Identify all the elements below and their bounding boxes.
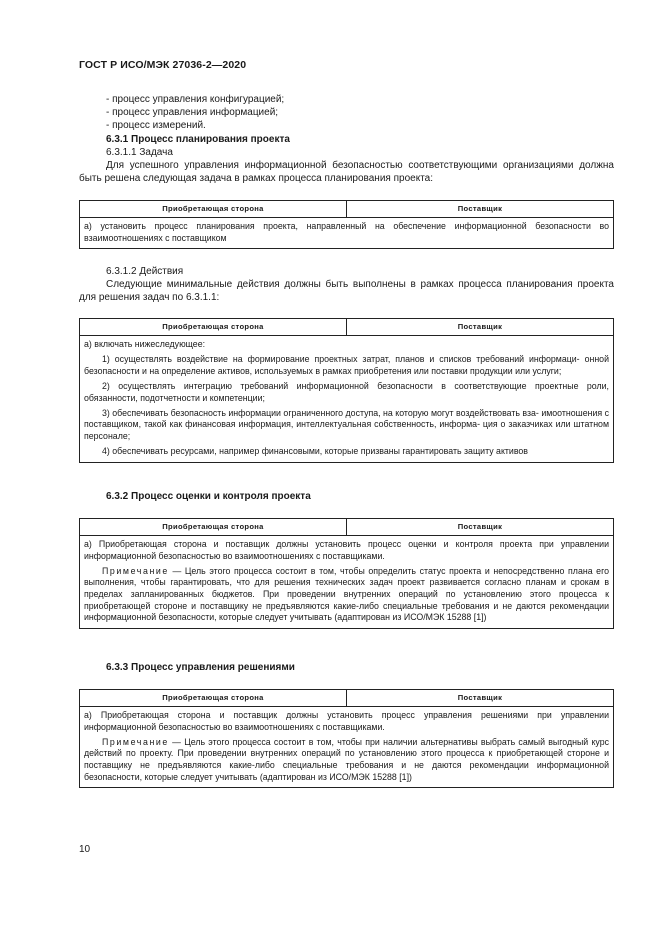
task-paragraph: Для успешного управления информационной безопасностью соответствующими организациями должна быть решена следующая задача в рамках процесса планирования проекта: — [79, 160, 614, 185]
note-text: — Цель этого процесса состоит в том, чтобы при наличии альтернативы выбрать самый выгодный курс действий по проекту. При проведении внутренних операций по установлению этого процесса к приобретающей стороне и поставщику не предъявляются какие-либо специальные требования и не даются рекомендации информационной безопасности, которые следует учитывать (адаптирован из ИСО/МЭК 15288 [1]) — [84, 736, 609, 782]
subsection-heading-task: 6.3.1.1 Задача — [106, 147, 173, 158]
note-text: — Цель этого процесса состоит в том, чтобы определить статус проекта и непосредственно плана его выполнения, чтобы гарантировать, что для решения технических задач проект развивается согласно планам и срокам в пределах запланированных бюджетов. При проведении внутренних операций по установлению этого процесса к приобретающей стороне и поставщику не предъявляются какие-либо специальные требования и не даются рекомендации информационной безопасности, которые следует учитывать (адаптирован из ИСО/МЭК 15288 [1]) — [84, 565, 609, 623]
subsection-heading-actions: 6.3.1.2 Действия — [106, 266, 184, 277]
note-label: Примечание — [102, 736, 169, 747]
list-item: 1) осуществлять воздействие на формирование проектных затрат, планов и списков требований информаци- онной безопасности и на определение активов, используемых в рамках приобретения или поставки продукции или услуги; — [84, 354, 609, 376]
table-row-text: а) Приобретающая сторона и поставщик должны установить процесс управления решениями при управлении информационной безопасностью во взаимоотношениях с поставщиками. — [84, 710, 609, 732]
table-row: а) установить процесс планирования проекта, направленный на обеспечение информационной безопасности во взаимоотношениях с поставщиком — [80, 218, 614, 249]
document-header: ГОСТ Р ИСО/МЭК 27036-2—2020 — [79, 59, 247, 71]
section-heading-6-3-2: 6.3.2 Процесс оценки и контроля проекта — [106, 491, 311, 502]
table-row-intro: а) включать нижеследующее: — [84, 339, 206, 349]
note — [84, 737, 609, 783]
column-header-supplier: Поставщик — [347, 690, 614, 707]
column-header-acquirer: Приобретающая сторона — [80, 201, 347, 218]
table-row — [80, 336, 614, 463]
column-header-supplier: Поставщик — [347, 319, 614, 336]
column-header-acquirer: Приобретающая сторона — [80, 319, 347, 336]
table-row-text: а) Приобретающая сторона и поставщик должны установить процесс оценки и контроля проекта при управлении информационной безопасностью во взаимоотношениях с поставщиками. — [84, 539, 609, 561]
intro-list — [79, 93, 641, 133]
column-header-supplier: Поставщик — [347, 519, 614, 536]
list-item: - процесс управления информацией; — [106, 107, 279, 119]
table-row — [80, 536, 614, 629]
requirements-table-planning-task — [79, 200, 614, 249]
requirements-table-assessment — [79, 518, 614, 629]
list-item: - процесс управления конфигурацией; — [106, 94, 285, 105]
section-heading-6-3-1: 6.3.1 Процесс планирования проекта — [106, 134, 290, 145]
requirements-table-decisions — [79, 689, 614, 788]
note — [84, 566, 609, 624]
section-heading-6-3-3: 6.3.3 Процесс управления решениями — [106, 662, 295, 673]
list-item: 3) обеспечивать безопасность информации ограниченного доступа, на которую могут воздействовать вза- имоотношения с поставщиком, такой как финансовая информация, интеллектуальная собственность, информа- ция о заказчиках или штатном персонале; — [84, 407, 609, 441]
table-row — [80, 707, 614, 788]
list-item: 4) обеспечивать ресурсами, например финансовыми, которые призваны гарантировать защиту активов — [102, 446, 528, 457]
actions-paragraph: Следующие минимальные действия должны быть выполнены в рамках процесса планирования проекта для решения задач по 6.3.1.1: — [79, 279, 614, 304]
page-number: 10 — [79, 844, 91, 855]
note-label: Примечание — [102, 565, 169, 576]
list-item: 2) осуществлять интеграцию требований информационной безопасности в соответствующие проектные роли, обязанности, подотчетности и компетенции; — [84, 380, 609, 403]
column-header-supplier: Поставщик — [347, 201, 614, 218]
column-header-acquirer: Приобретающая сторона — [80, 690, 347, 707]
column-header-acquirer: Приобретающая сторона — [80, 519, 347, 536]
requirements-table-planning-actions — [79, 318, 614, 463]
list-item: - процесс измерений. — [106, 120, 206, 132]
